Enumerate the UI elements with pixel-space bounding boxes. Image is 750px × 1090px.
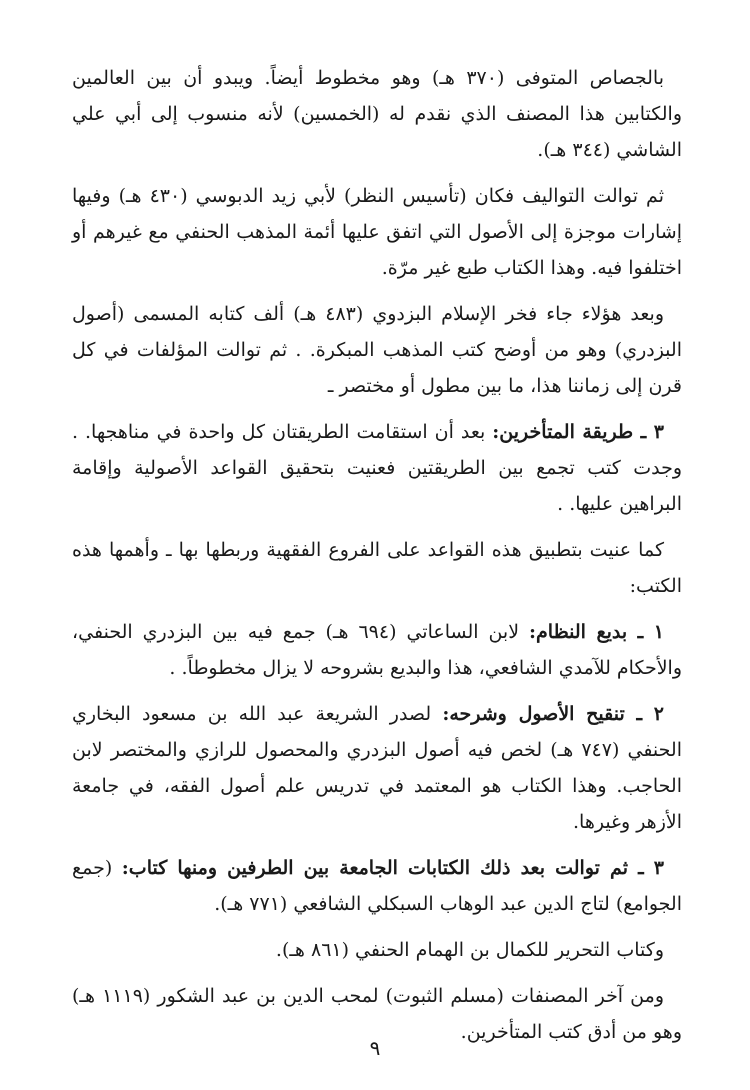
paragraph-text: وكتاب التحرير للكمال بن الهمام الحنفي (٨٦١ هـ).	[275, 939, 664, 961]
paragraph-text: بعد أن استقامت الطريقتان كل واحدة في مناهجها. . وجدت كتب تجمع بين الطريقتين فعنيت بتحقيق القواعد الأصولية وإقامة البراهين عليها. .	[72, 421, 682, 515]
paragraph-text: لصدر الشريعة عبد الله بن مسعود البخاري الحنفي (٧٤٧ هـ) لخص فيه أصول البزدري والمحصول للرازي والمختصر لابن الحاجب. وهذا الكتاب هو المعتمد في تدريس علم أصول الفقه، في جامعة الأزهر وغيرها.	[72, 703, 682, 833]
paragraph-text: (جمع الجوامع) لتاج الدين عبد الوهاب السبكلي الشافعي (٧٧١ هـ).	[72, 857, 682, 915]
paragraph	[72, 850, 682, 922]
paragraph-text: بالجصاص المتوفى (٣٧٠ هـ) وهو مخطوط أيضاً. ويبدو أن بين العالمين والكتابين هذا المصنف الذي نقدم له (الخمسين) لأنه منسوب إلى أبي علي الشاشي (٣٤٤ هـ).	[72, 67, 682, 161]
paragraph	[72, 614, 682, 686]
paragraph	[72, 178, 682, 286]
item-heading: ٢ ـ تنقيح الأصول وشرحه:	[442, 703, 664, 725]
paragraph-text: وبعد هؤلاء جاء فخر الإسلام البزدوي (٤٨٣ هـ) ألف كتابه المسمى (أصول البزدري) وهو من أوضح كتب المذهب المبكرة. . ثم توالت المؤلفات في كل قرن إلى زماننا هذا، ما بين مطول أو مختصر ـ	[72, 303, 682, 397]
item-heading: ٣ ـ ثم توالت بعد ذلك الكتابات الجامعة بين الطرفين ومنها كتاب:	[121, 857, 664, 879]
body-text	[72, 60, 682, 1060]
paragraph-text: ثم توالت التواليف فكان (تأسيس النظر) لأبي زيد الدبوسي (٤٣٠ هـ) وفيها إشارات موجزة إلى الأصول التي اتفق عليها أئمة المذهب الحنفي مع غيرهم أو اختلفوا فيه. وهذا الكتاب طبع غير مرّة.	[72, 185, 682, 279]
paragraph	[72, 414, 682, 522]
section-heading: ٣ ـ طريقة المتأخرين:	[492, 421, 664, 443]
paragraph-text: ومن آخر المصنفات (مسلم الثبوت) لمحب الدين بن عبد الشكور (١١١٩ هـ) وهو من أدق كتب المتأخرين.	[72, 985, 682, 1043]
paragraph-text: لابن الساعاتي (٦٩٤ هـ) جمع فيه بين البزدري الحنفي، والأحكام للآمدي الشافعي، هذا والبديع بشروحه لا يزال مخطوطاً. .	[72, 621, 682, 679]
paragraph	[72, 60, 682, 168]
paragraph	[72, 296, 682, 404]
page-number: ٩	[369, 1036, 381, 1060]
item-heading: ١ ـ بديع النظام:	[529, 621, 664, 643]
paragraph	[72, 532, 682, 604]
paragraph	[72, 696, 682, 840]
paragraph-text: كما عنيت بتطبيق هذه القواعد على الفروع الفقهية وربطها بها ـ وأهمها هذه الكتب:	[72, 539, 682, 597]
paragraph	[72, 932, 682, 968]
